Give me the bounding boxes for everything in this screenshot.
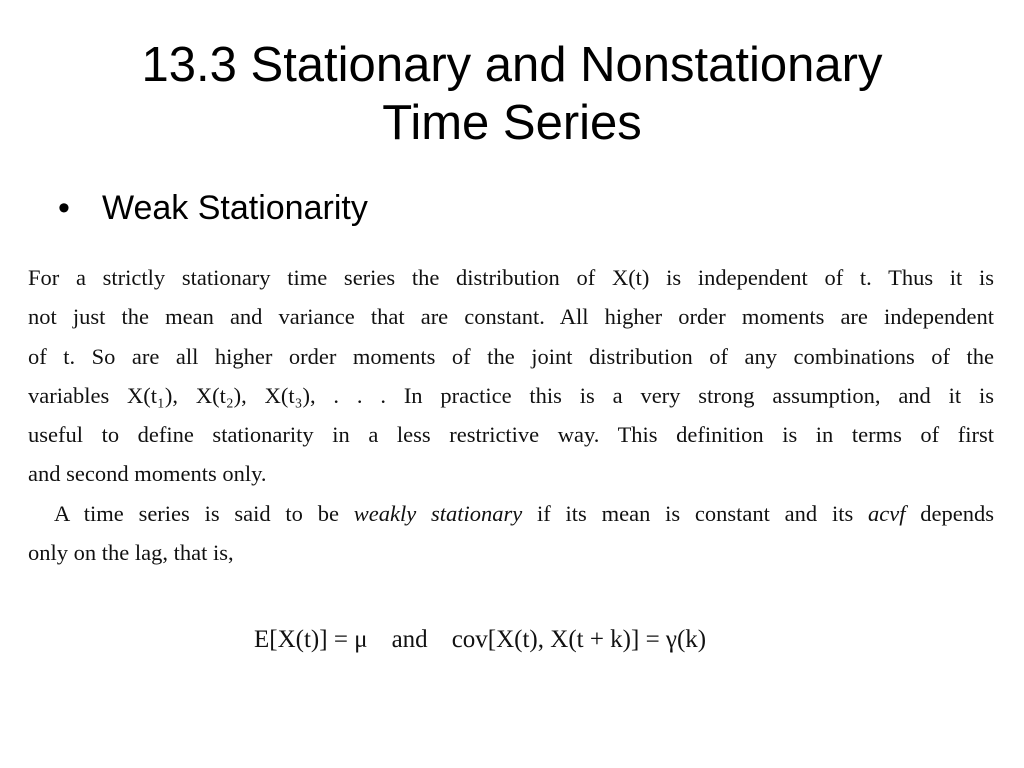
- bullet-item: [58, 186, 368, 230]
- formula-expectation: E[X(t)] = μ: [254, 626, 368, 653]
- formula-connector: and: [391, 626, 428, 653]
- scanned-text-excerpt: [28, 258, 994, 572]
- paragraph-1-line-6: and second moments only.: [28, 461, 267, 487]
- paragraph-1-line-3: of t. So are all higher order moments of the joint distribution of any combinations of the: [28, 343, 994, 369]
- bullet-marker: •: [58, 189, 70, 227]
- paragraph-1-line-2: not just the mean and variance that are constant. All higher order moments are independent: [28, 304, 994, 330]
- formula: [254, 620, 706, 660]
- formula-covariance: cov[X(t), X(t + k)] = γ(k): [451, 626, 707, 653]
- emphasis-weakly-stationary: weakly stationary: [353, 500, 523, 526]
- page-title: [0, 36, 1024, 152]
- paragraph-2-line-1: A time series is said to be weakly stationary if its mean is constant and its acvf depends: [54, 500, 994, 526]
- bullet-text: Weak Stationarity: [102, 189, 368, 227]
- emphasis-acvf: acvf: [867, 500, 906, 526]
- paragraph-2-line-2: only on the lag, that is,: [28, 540, 234, 566]
- title-line-2: Time Series: [382, 96, 642, 150]
- paragraph-1-line-5: useful to define stationarity in a less restrictive way. This definition is in terms of first: [28, 422, 994, 448]
- paragraph-1-line-4: variables X(t₁), X(t₂), X(t₃), . . . In practice this is a very strong assumption, and it is: [28, 382, 994, 408]
- title-line-1: 13.3 Stationary and Nonstationary: [141, 38, 883, 92]
- paragraph-1-line-1: For a strictly stationary time series the distribution of X(t) is independent of t. Thus it is: [28, 265, 994, 290]
